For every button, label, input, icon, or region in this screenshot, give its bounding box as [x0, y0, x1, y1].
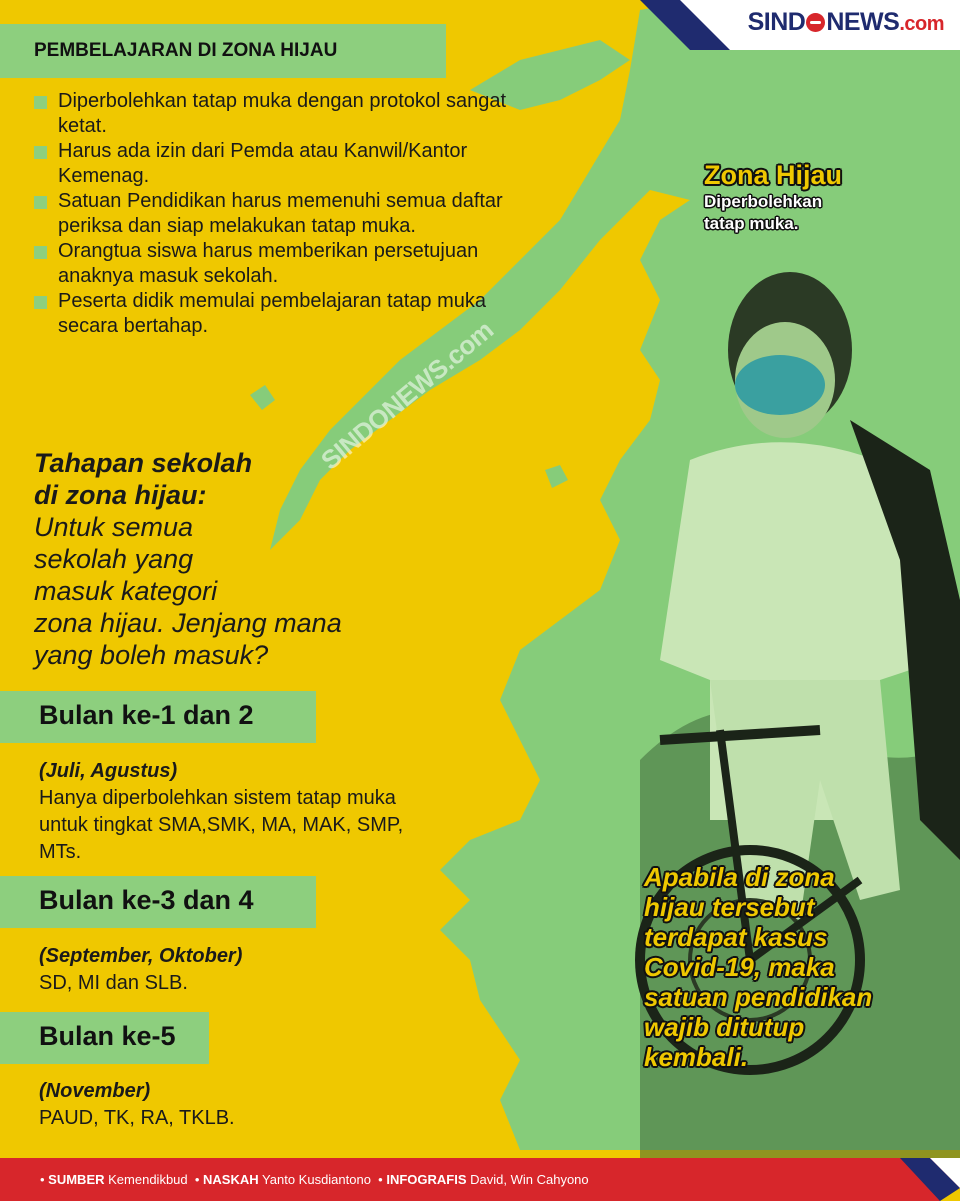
bullet-square-icon [34, 196, 47, 209]
list-item: Orangtua siswa harus memberikan persetujuan anaknya masuk sekolah. [34, 239, 534, 289]
list-item: Diperbolehkan tatap muka dengan protokol sangat ketat. [34, 89, 534, 139]
month-3-4-body: (September, Oktober) SD, MI dan SLB. [39, 945, 243, 994]
list-item: Peserta didik memulai pembelajaran tatap muka secara bertahap. [34, 289, 534, 339]
credits-text: • SUMBER Kemendikbud • NASKAH Yanto Kusdiantono • INFOGRAFIS David, Win Cahyono [40, 1172, 589, 1187]
bullet-square-icon [34, 96, 47, 109]
month-5-header: Bulan ke-5 [0, 1012, 209, 1064]
credits-footer [0, 1158, 960, 1201]
rules-list [34, 89, 534, 339]
list-item: Harus ada izin dari Pemda atau Kanwil/Kantor Kemenag. [34, 139, 534, 189]
footer-stripes [600, 1158, 960, 1201]
month-1-2-body: (Juli, Agustus) Hanya diperbolehkan sistem tatap muka untuk tingkat SMA,SMK, MA, MAK, SMP, MTs. [39, 760, 404, 863]
sindonews-logo: SIND NEWS.com [747, 8, 944, 36]
zona-hijau-label: Zona Hijau Diperbolehkan tatap muka. [704, 160, 843, 233]
page-title-box [0, 24, 446, 78]
logo-o-icon [806, 13, 825, 32]
bullet-square-icon [34, 146, 47, 159]
bullet-square-icon [34, 296, 47, 309]
page-title: PEMBELAJARAN DI ZONA HIJAU [34, 40, 338, 61]
watermark: SINDONEWS.com [315, 314, 499, 476]
month-5-body: (November) PAUD, TK, RA, TKLB. [39, 1080, 235, 1129]
warning-note: Apabila di zona hijau tersebut terdapat kasus Covid-19, maka satuan pendidikan wajib ditutup kembali. [644, 862, 873, 1072]
stage-heading: Tahapan sekolah di zona hijau: Untuk semua sekolah yang masuk kategori zona hijau. Jenjang mana yang boleh masuk? [34, 448, 342, 670]
list-item: Satuan Pendidikan harus memenuhi semua daftar periksa dan siap melakukan tatap muka. [34, 189, 534, 239]
month-3-4-header: Bulan ke-3 dan 4 [0, 876, 316, 928]
month-1-2-header: Bulan ke-1 dan 2 [0, 691, 316, 743]
bullet-square-icon [34, 246, 47, 259]
